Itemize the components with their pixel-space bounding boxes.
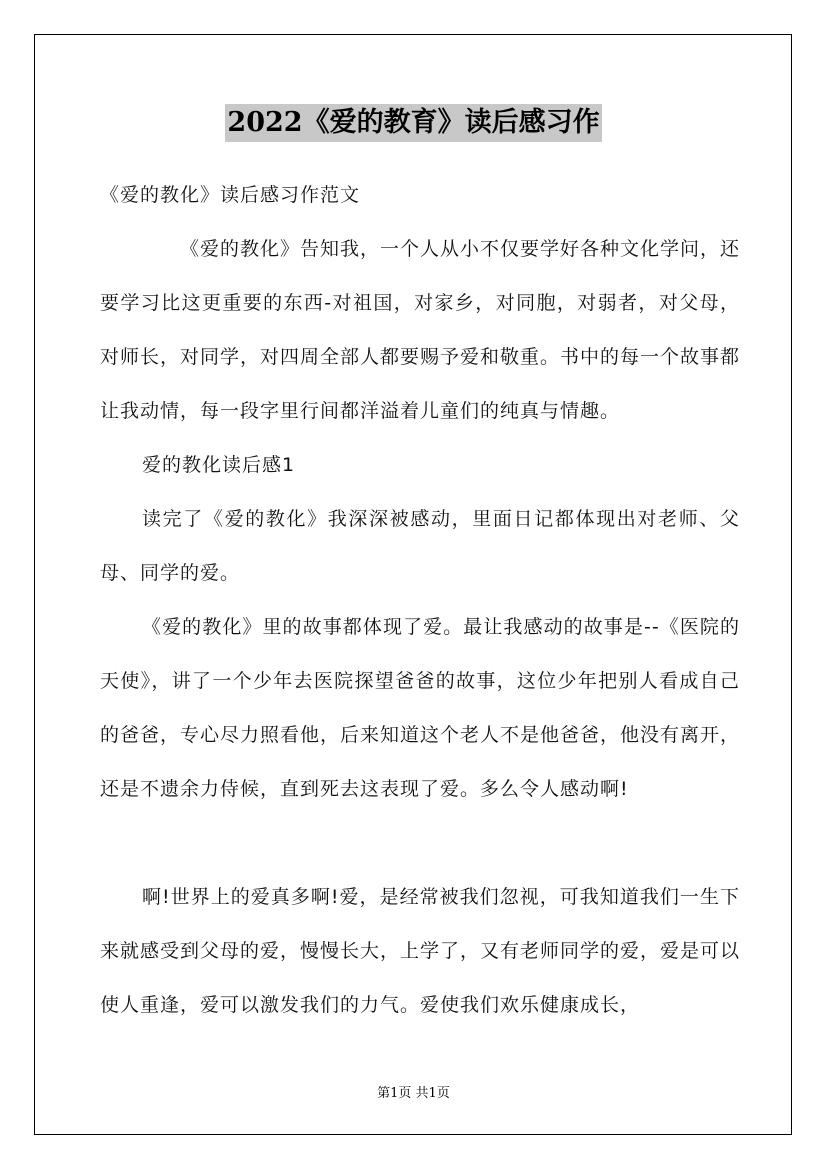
page-footer: 第1页 共1页 (377, 1086, 450, 1101)
paragraph: 读完了《爱的教化》我深深被感动，里面日记都体现出对老师、父母、同学的爱。 (100, 508, 740, 584)
paragraph: 啊!世界上的爱真多啊!爱，是经常被我们忽视，可我知道我们一生下来就感受到父母的爱，慢慢长大，上学了，又有老师同学的爱，爱是可以使人重逢，爱可以激发我们的力气。爱使我们欢乐健康成长， (100, 886, 741, 1016)
document-subtitle: 《爱的教化》读后感习作范文 (100, 184, 361, 206)
document-title: 2022《爱的教育》读后感习作 (225, 104, 601, 142)
title-container (0, 104, 827, 142)
section-heading: 爱的教化读后感1 (142, 454, 296, 476)
paragraph: 《爱的教化》里的故事都体现了爱。最让我感动的故事是--《医院的天使》，讲了一个少年去医院探望爸爸的故事，这位少年把别人看成自己的爸爸，专心尽力照看他，后来知道这个老人不是他爸爸，他没有离开，还是不遗余力侍候，直到死去这表现了爱。多么令人感动啊! (100, 616, 741, 800)
paragraph-intro: 《爱的教化》告知我，一个人从小不仅要学好各种文化学问，还要学习比这更重要的东西-对祖国，对家乡，对同胞，对弱者，对父母，对师长，对同学，对四周全部人都要赐予爱和敬重。书中的每一个故事都让我动情，每一段字里行间都洋溢着儿童们的纯真与情趣。 (100, 238, 741, 422)
